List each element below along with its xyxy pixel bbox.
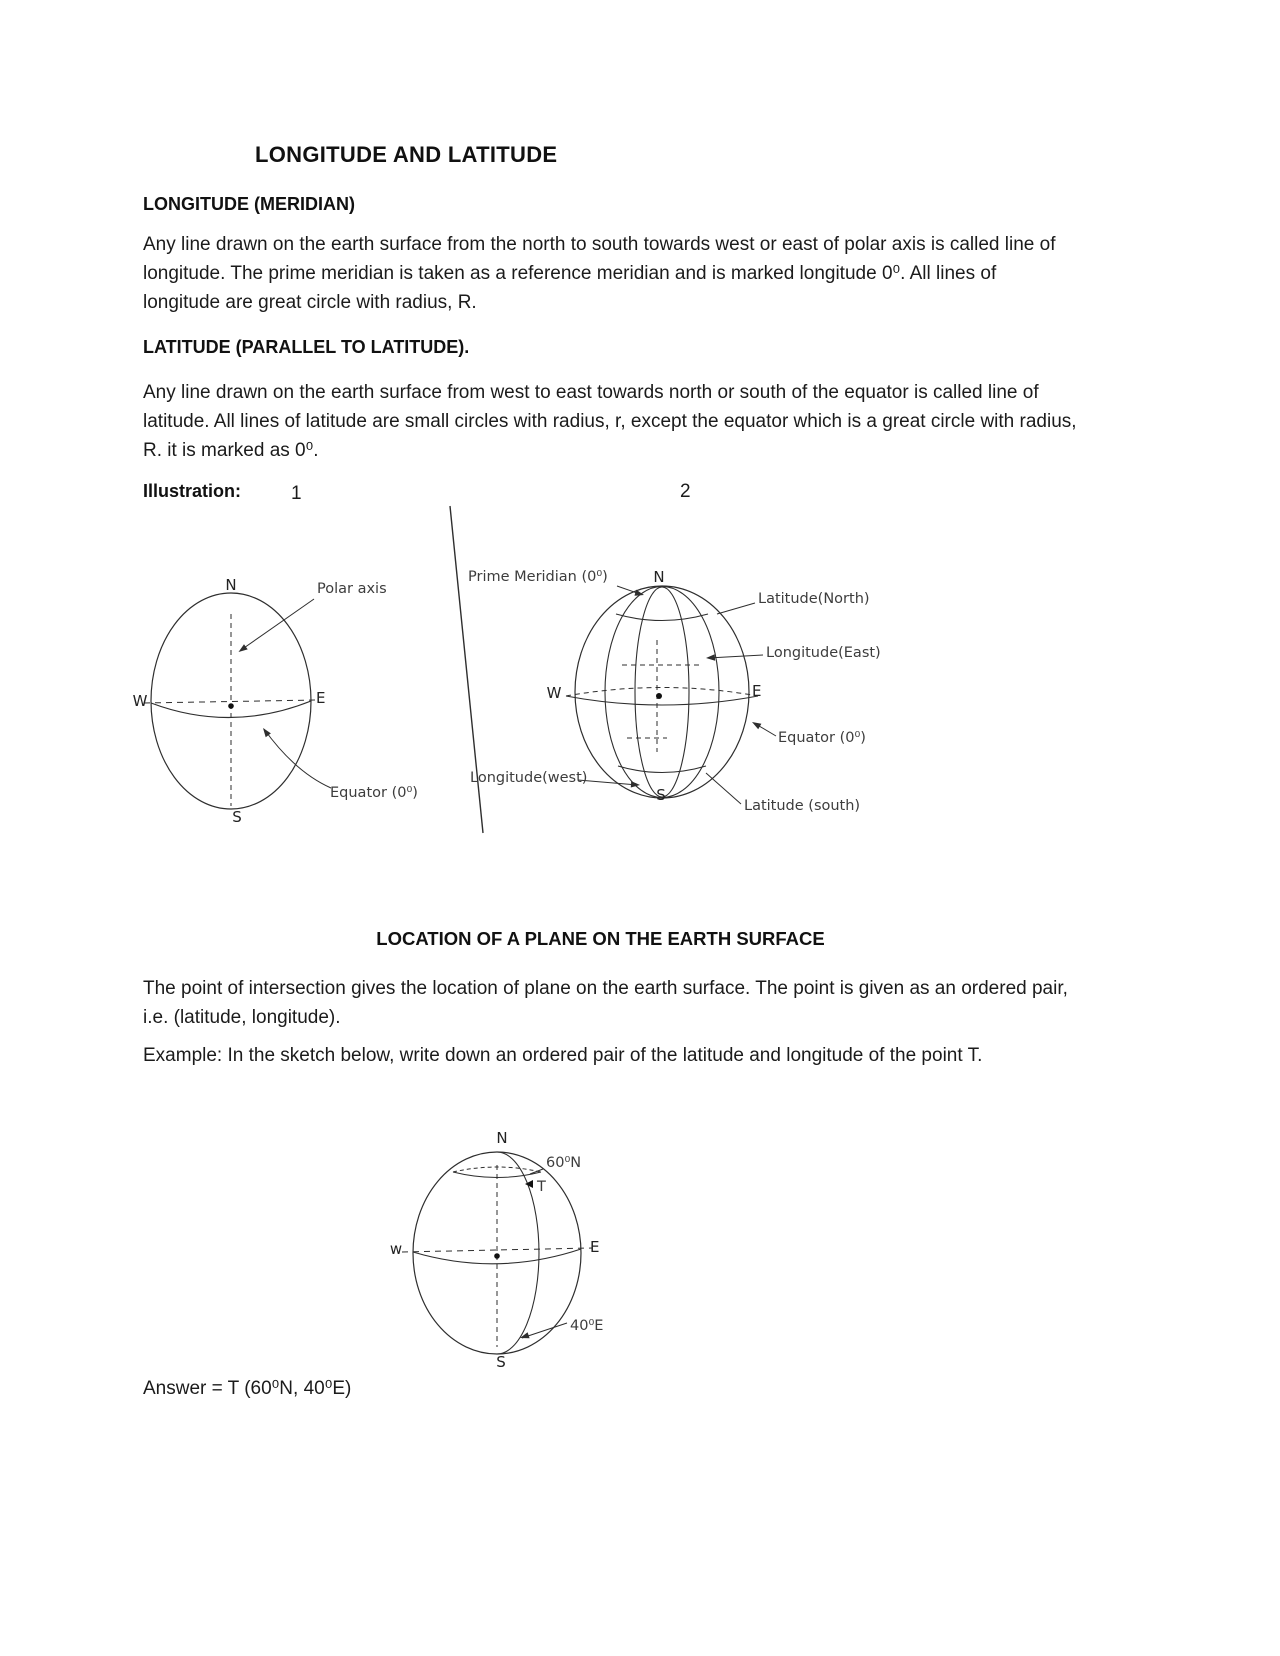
fig1-polar-axis-label: Polar axis: [317, 581, 387, 597]
answer-text: Answer = T (60⁰N, 40⁰E): [143, 1378, 352, 1399]
equator-back-line: [144, 700, 318, 703]
illustration-label: Illustration:: [143, 481, 241, 501]
fig2-west-label: W: [546, 684, 562, 702]
figure1-globe-sketch: [144, 593, 331, 809]
fig3-south-label: S: [496, 1353, 506, 1371]
location-paragraph: The point of intersection gives the location of plane on the earth surface. The point is given as an ordered pair, i.e. (latitude, longitude).: [143, 978, 1068, 1028]
fig2-prime-meridian-label: Prime Meridian (0⁰): [468, 569, 608, 585]
equator-arrowhead: [263, 728, 271, 737]
illustrations-figure: [110, 500, 920, 845]
example-sketch-figure: [380, 1125, 630, 1385]
south-latitude-arc: [618, 766, 706, 773]
fig2-longitude-east-label: Longitude(East): [766, 645, 881, 661]
latitude-north-pointer: [717, 603, 755, 614]
longitude-heading: LONGITUDE (MERIDIAN): [143, 194, 355, 214]
fig2-south-label: S: [656, 786, 666, 804]
location-heading: LOCATION OF A PLANE ON THE EARTH SURFACE: [376, 928, 825, 949]
longitude-east-arrowhead: [706, 654, 715, 660]
fig1-west-label: W: [132, 692, 148, 710]
fig3-north-label: N: [496, 1129, 508, 1147]
fig1-equator-label: Equator (0⁰): [330, 785, 418, 801]
page-title: LONGITUDE AND LATITUDE: [255, 142, 558, 167]
latitude-paragraph: Any line drawn on the earth surface from west to east towards north or south of the equator is called line of latitude. All lines of latitude are small circles with radius, r, except the equator which is a great circle with radius, R. it is marked as 0⁰.: [143, 382, 1077, 461]
fig3-latitude-value: 60⁰N: [546, 1155, 582, 1171]
meridian-inner: [635, 587, 689, 797]
meridian-outer: [605, 587, 719, 798]
longitude-paragraph: Any line drawn on the earth surface from the north to south towards west or east of polar axis is called line of longitude. The prime meridian is taken as a reference meridian and is marked longitude 0⁰. All lines of longitude are great circle with radius, R.: [143, 234, 1056, 313]
equator-pointer: [264, 729, 331, 788]
polar-axis-pointer: [241, 599, 314, 650]
figure2-globe-sketch: [566, 586, 776, 804]
equator-back-arc: [566, 688, 758, 697]
equator-arrowhead: [752, 722, 761, 729]
fig1-east-label: E: [316, 689, 326, 707]
figure3-globe-sketch: [402, 1152, 592, 1354]
equator-front-arc: [566, 696, 758, 705]
globe-center-dot: [494, 1253, 500, 1259]
figure2-number: 2: [680, 481, 691, 502]
globe-center-dot: [228, 703, 234, 709]
example-paragraph: Example: In the sketch below, write down an ordered pair of the latitude and longitude of the point T.: [143, 1045, 983, 1066]
north-latitude-arc: [616, 614, 708, 621]
figure1-number: 1: [291, 483, 302, 504]
globe-outline: [413, 1152, 581, 1354]
fig3-point-label: T: [537, 1179, 546, 1195]
fig2-north-label: N: [653, 568, 665, 586]
figure2-labels: [468, 568, 881, 814]
longitude-west-arrowhead: [631, 781, 640, 787]
fig3-longitude-value: 40⁰E: [570, 1318, 604, 1334]
fig2-east-label: E: [752, 682, 762, 700]
fig1-south-label: S: [232, 808, 242, 826]
fig3-west-label: w: [389, 1240, 403, 1258]
fig2-equator-label: Equator (0⁰): [778, 730, 866, 746]
figure1-labels: [133, 576, 418, 826]
polar-axis-arrowhead: [239, 644, 248, 652]
fig2-latitude-north-label: Latitude(North): [758, 591, 870, 607]
fig1-north-label: N: [225, 576, 237, 594]
globe-center-dot: [656, 693, 662, 699]
fig2-longitude-west-label: Longitude(west): [470, 770, 588, 786]
latitude-heading: LATITUDE (PARALLEL TO LATITUDE).: [143, 337, 470, 357]
latitude-south-pointer: [706, 773, 741, 804]
fig2-latitude-south-label: Latitude (south): [744, 798, 861, 814]
fig3-east-label: E: [590, 1238, 600, 1256]
globe-outline: [575, 586, 749, 798]
